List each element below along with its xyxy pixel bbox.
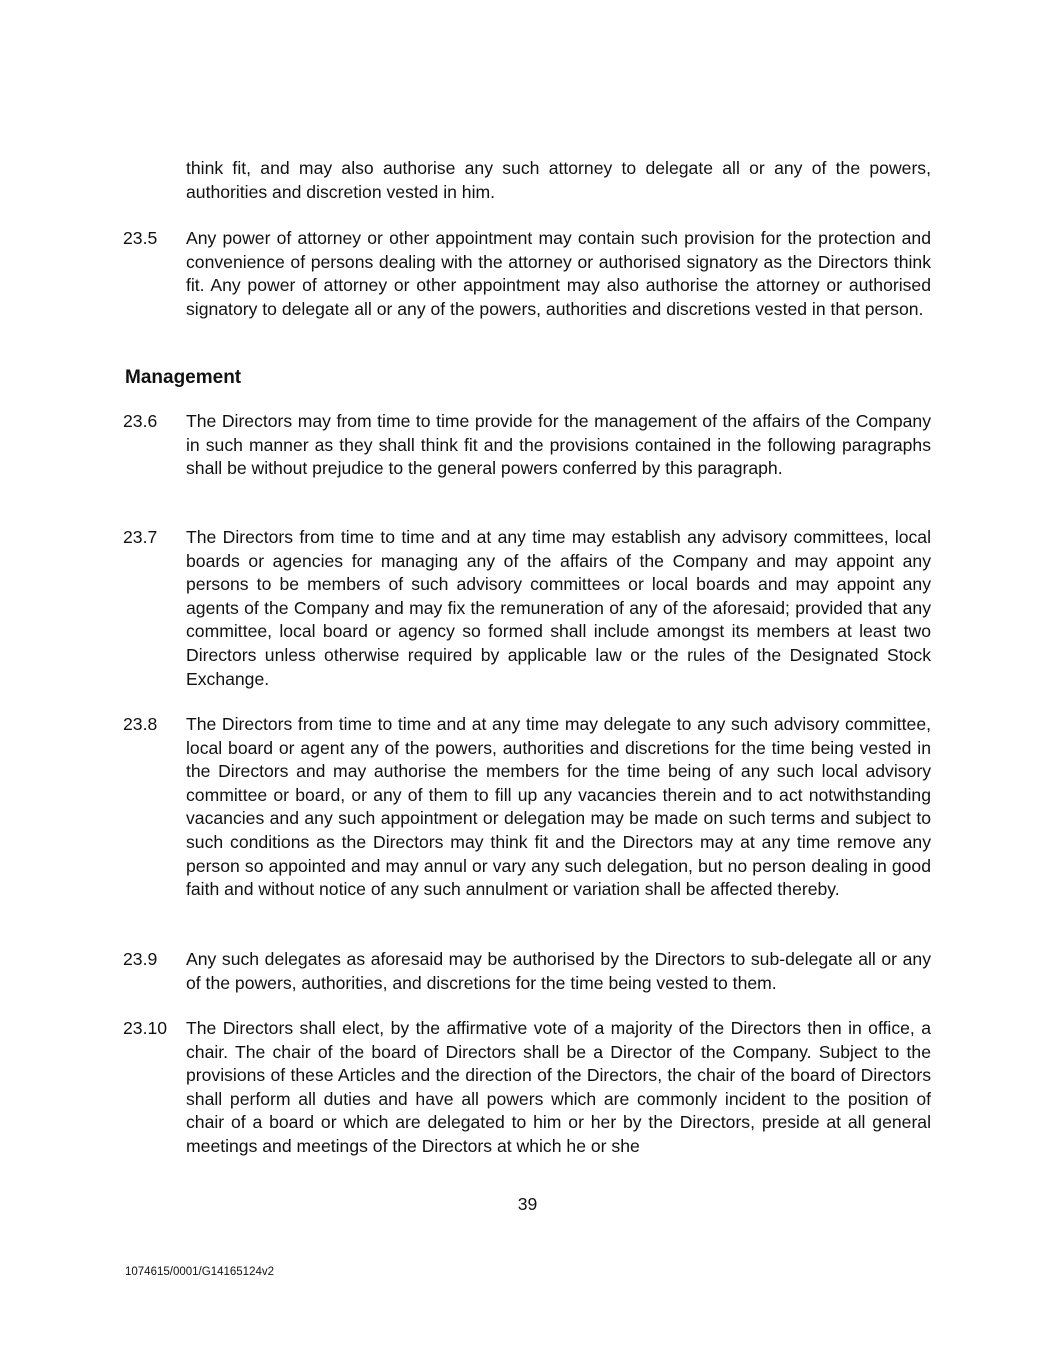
- clause-text-23-6: The Directors may from time to time provide for the management of the affairs of the Company in such manner as they shall think fit and the provisions contained in the following paragraphs shall be without prejudice to the general powers conferred by this paragraph.: [186, 411, 931, 479]
- clause-number-23-9: 23.9: [123, 949, 158, 969]
- continuation-paragraph: think fit, and may also authorise any such attorney to delegate all or any of the powers, authorities and discretion vested in him.: [186, 158, 931, 202]
- clause-number-23-7: 23.7: [123, 527, 158, 547]
- clause-number-23-5: 23.5: [123, 228, 158, 248]
- clause-number-23-6: 23.6: [123, 411, 158, 431]
- clause-text-23-8: The Directors from time to time and at any time may delegate to any such advisory committee, local board or agent any of the powers, authorities and discretions for the time being vested in the Directors and may authorise the members for the time being of any such local advisory committee or board, or any of them to fill up any vacancies therein and to act notwithstanding vacancies and any such appointment or delegation may be made on such terms and subject to such conditions as the Directors may think fit and the Directors may at any time remove any person so appointed and may annul or vary any such delegation, but no person dealing in good faith and without notice of any such annulment or variation shall be affected thereby.: [186, 714, 931, 900]
- clause-text-23-9: Any such delegates as aforesaid may be authorised by the Directors to sub-delegate all or any of the powers, authorities, and discretions for the time being vested to them.: [186, 949, 931, 993]
- clause-text-23-5: Any power of attorney or other appointment may contain such provision for the protection and convenience of persons dealing with the attorney or authorised signatory as the Directors think fit. Any power of attorney or other appointment may also authorise the attorney or authorised signatory to delegate all or any of the powers, authorities and discretions vested in that person.: [186, 228, 931, 319]
- clause-text-23-7: The Directors from time to time and at any time may establish any advisory committees, local boards or agencies for managing any of the affairs of the Company and may appoint any persons to be members of such advisory committees or local boards and may appoint any agents of the Company and may fix the remuneration of any of the aforesaid; provided that any committee, local board or agency so formed shall include amongst its members at least two Directors unless otherwise required by applicable law or the rules of the Designated Stock Exchange.: [186, 527, 931, 689]
- document-reference: 1074615/0001/G14165124v2: [125, 1266, 275, 1278]
- section-heading-management: Management: [125, 367, 242, 388]
- page-number: 39: [517, 1194, 538, 1214]
- clause-text-23-10: The Directors shall elect, by the affirmative vote of a majority of the Directors then in office, a chair. The chair of the board of Directors shall be a Director of the Company. Subject to the provisions of these Articles and the direction of the Directors, the chair of the board of Directors shall perform all duties and have all powers which are commonly incident to the position of chair of a board or which are delegated to him or her by the Directors, preside at all general meetings and meetings of the Directors at which he or she: [186, 1018, 931, 1156]
- clause-number-23-8: 23.8: [123, 714, 158, 734]
- clause-number-23-10: 23.10: [123, 1018, 168, 1038]
